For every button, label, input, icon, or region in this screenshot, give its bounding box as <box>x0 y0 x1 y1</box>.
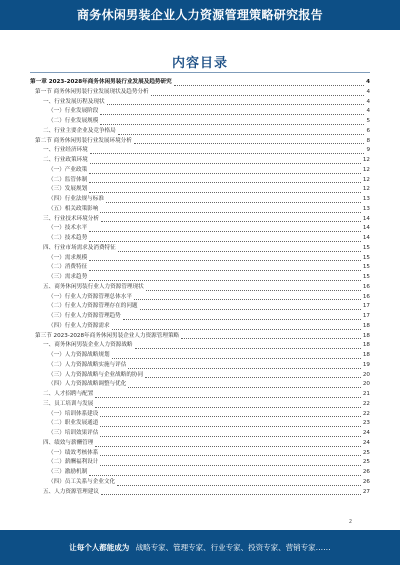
toc-entry-page: 25 <box>362 459 370 466</box>
toc-entry-text: （一）人力资源战略规划 <box>48 352 110 358</box>
toc-entry-page: 24 <box>362 439 370 446</box>
toc-entry-text: （二）监管体制 <box>48 176 88 183</box>
toc-entry-text: （一）产业政策 <box>48 166 88 173</box>
toc-entry-text: （一）需求规模 <box>48 254 88 261</box>
toc-entry[interactable] <box>30 78 370 88</box>
toc-leader-dots <box>100 465 361 466</box>
toc-entry[interactable] <box>30 224 370 234</box>
toc-entry-text: 第二节 商务休闲男装行业发展环境分析 <box>35 137 132 144</box>
toc-entry[interactable] <box>30 302 370 312</box>
toc-entry[interactable] <box>30 107 370 117</box>
toc-entry-page: 17 <box>362 303 370 310</box>
toc-entry-page: 21 <box>362 391 370 397</box>
toc-entry-page: 25 <box>362 449 370 456</box>
toc-entry-page: 15 <box>362 274 370 280</box>
toc-entry-text: （二）消费特征 <box>48 264 88 271</box>
toc-entry[interactable] <box>30 166 370 176</box>
toc-leader-dots <box>89 280 361 281</box>
toc-entry[interactable] <box>30 332 370 342</box>
toc-entry[interactable] <box>30 117 370 127</box>
toc-leader-dots <box>89 241 361 242</box>
toc-entry[interactable] <box>30 439 370 449</box>
toc-entry-text: 四、行业市场需求及消费特征 <box>43 244 116 251</box>
toc-entry[interactable] <box>30 380 370 390</box>
toc-entry[interactable] <box>30 263 370 273</box>
toc-entry[interactable] <box>30 429 370 439</box>
toc-entry[interactable] <box>30 419 370 429</box>
toc-leader-dots <box>89 182 361 183</box>
toc-leader-dots <box>89 192 361 193</box>
toc-entry[interactable] <box>30 312 370 322</box>
toc-entry-page: 5 <box>366 118 370 124</box>
toc-entry-page: 18 <box>362 322 370 329</box>
toc-entry-page: 4 <box>366 88 370 95</box>
toc-entry-page: 15 <box>362 264 370 271</box>
footer-tagline: 战略专家、管理专家、行业专家、投资专家、营销专家…… <box>135 543 331 552</box>
toc-leader-dots <box>128 387 361 388</box>
toc-entry[interactable] <box>30 273 370 283</box>
toc-entry-page: 8 <box>366 137 370 144</box>
toc-entry[interactable] <box>30 244 370 254</box>
toc-entry-page: 14 <box>362 235 370 241</box>
toc-entry-page: 15 <box>362 254 370 261</box>
report-title: 商务休闲男装企业人力资源管理策略研究报告 <box>76 8 323 22</box>
toc-entry-text: （一）培训体系建设 <box>48 410 99 417</box>
toc-entry-page: 26 <box>362 478 370 485</box>
toc-entry[interactable] <box>30 322 370 332</box>
toc-entry-text: 第一章 2023-2028年商务休闲男装行业发展及趋势研究 <box>30 79 172 85</box>
toc-leader-dots <box>89 475 361 476</box>
toc-entry-text: （二）技术趋势 <box>48 235 88 241</box>
toc-entry[interactable] <box>30 341 370 351</box>
toc-entry-text: 第一节 商务休闲男装行业发展现状及趋势分析 <box>35 88 149 95</box>
toc-entry-text: （一）行业发展阶段 <box>48 108 99 115</box>
toc-entry[interactable] <box>30 205 370 215</box>
toc-entry[interactable] <box>30 293 370 303</box>
footer-slogan <box>0 530 400 565</box>
toc-leader-dots <box>100 436 361 437</box>
toc-entry-page: 27 <box>362 488 370 495</box>
toc-entry-page: 9 <box>366 147 370 154</box>
toc-entry[interactable] <box>30 176 370 186</box>
toc-entry-text: 四、绩效与薪酬管理 <box>43 439 94 446</box>
footer-lead: 让每个人都能成为 <box>69 543 130 552</box>
toc-leader-dots <box>89 231 361 232</box>
toc-leader-dots <box>95 446 361 447</box>
toc-leader-dots <box>181 338 361 339</box>
toc-leader-dots <box>107 104 365 105</box>
toc-entry-text: （二）人力资源战略实施与评估 <box>48 361 127 368</box>
toc-entry-page: 23 <box>362 420 370 427</box>
toc-entry-text: （二）薪酬福利设计 <box>48 459 99 466</box>
toc-entry-text: （四）员工关系与企业文化 <box>48 478 116 485</box>
toc-entry[interactable] <box>30 400 370 410</box>
toc-entry-page: 12 <box>362 166 370 173</box>
toc-entry[interactable] <box>30 195 370 205</box>
toc-entry[interactable] <box>30 156 370 166</box>
table-of-contents <box>30 78 370 497</box>
toc-entry-page: 16 <box>362 283 370 290</box>
toc-entry[interactable] <box>30 98 370 108</box>
toc-entry-page: 4 <box>366 98 370 105</box>
toc-leader-dots <box>123 319 361 320</box>
toc-entry-text: （五）相关政策影响 <box>48 205 99 212</box>
toc-entry[interactable] <box>30 185 370 195</box>
toc-leader-dots <box>118 134 365 135</box>
toc-leader-dots <box>106 202 361 203</box>
toc-entry-text: （四）行业法规与标准 <box>48 196 104 202</box>
toc-entry[interactable] <box>30 371 370 381</box>
toc-entry[interactable] <box>30 390 370 400</box>
toc-entry-page: 22 <box>362 400 370 407</box>
toc-leader-dots <box>90 153 365 154</box>
toc-entry[interactable] <box>30 410 370 420</box>
toc-entry-page: 18 <box>362 332 370 339</box>
toc-entry-page: 16 <box>362 293 370 300</box>
toc-entry[interactable] <box>30 468 370 478</box>
toc-entry-text: 一、行业经济环境 <box>43 147 88 154</box>
toc-entry-text: 五、商务休闲男装行业人力资源管理现状 <box>43 283 144 290</box>
toc-leader-dots <box>140 309 361 310</box>
toc-leader-dots <box>95 407 361 408</box>
toc-leader-dots <box>100 455 361 456</box>
toc-entry-page: 15 <box>362 244 370 251</box>
toc-entry-text: （二）行业发展规模 <box>48 118 99 124</box>
toc-entry-text: 一、商务休闲男装企业人力资源战略 <box>43 342 133 349</box>
toc-divider <box>30 72 370 73</box>
toc-leader-dots <box>146 290 361 291</box>
toc-entry-text: （三）激励机制 <box>48 469 88 475</box>
toc-entry-page: 18 <box>362 342 370 349</box>
toc-entry-text: 二、行业政策环境 <box>43 157 88 163</box>
toc-entry-page: 14 <box>362 215 370 222</box>
toc-leader-dots <box>117 485 361 486</box>
toc-entry-page: 24 <box>362 430 370 436</box>
toc-entry-page: 13 <box>362 205 370 212</box>
toc-entry-page: 22 <box>362 410 370 417</box>
toc-entry-page: 4 <box>366 79 370 85</box>
toc-entry[interactable] <box>30 449 370 459</box>
toc-entry-text: （三）需求趋势 <box>48 274 88 280</box>
toc-entry-text: （三）培训效果评估 <box>48 430 99 436</box>
toc-entry-page: 12 <box>362 186 370 193</box>
toc-entry[interactable] <box>30 127 370 137</box>
toc-entry[interactable] <box>30 254 370 264</box>
toc-entry-text: 第三节 2023-2028年商务休闲男装企业人力资源管理策略 <box>35 332 180 339</box>
toc-entry-text: （二）职业发展通道 <box>48 420 99 427</box>
toc-entry-page: 12 <box>362 157 370 163</box>
toc-entry-page: 6 <box>366 127 370 134</box>
toc-leader-dots <box>89 173 361 174</box>
toc-entry-text: （二）行业人力资源管理存在的问题 <box>48 303 138 310</box>
toc-leader-dots <box>100 114 364 115</box>
toc-entry-text: 五、人力资源管理建议 <box>43 488 99 495</box>
toc-leader-dots <box>101 221 361 222</box>
toc-entry-text: （一）行业人力资源管理总体水平 <box>48 293 132 300</box>
toc-leader-dots <box>100 426 361 427</box>
toc-leader-dots <box>134 143 365 144</box>
toc-entry-page: 4 <box>366 108 370 115</box>
toc-entry-page: 26 <box>362 469 370 475</box>
toc-leader-dots <box>112 358 361 359</box>
toc-entry-page: 20 <box>362 371 370 378</box>
toc-entry[interactable] <box>30 88 370 98</box>
toc-leader-dots <box>100 124 364 125</box>
toc-entry-page: 12 <box>362 176 370 183</box>
toc-entry-page: 19 <box>362 361 370 368</box>
toc-entry-text: 三、员工培训与发展 <box>43 400 94 407</box>
toc-leader-dots <box>134 299 361 300</box>
toc-entry-page: 18 <box>362 352 370 358</box>
toc-entry-text: 二、人才招聘与配置 <box>43 391 94 397</box>
toc-entry-text: （四）人力资源战略调整与优化 <box>48 381 127 388</box>
toc-entry[interactable] <box>30 488 370 498</box>
toc-leader-dots <box>118 251 361 252</box>
toc-entry[interactable] <box>30 215 370 225</box>
toc-entry-text: （三）行业人力资源管理趋势 <box>48 313 121 319</box>
toc-entry-page: 14 <box>362 225 370 232</box>
toc-entry-page: 17 <box>362 313 370 319</box>
toc-entry-text: （一）绩效考核体系 <box>48 449 99 456</box>
toc-entry-text: （三）人力资源战略与企业战略的协同 <box>48 371 144 378</box>
toc-leader-dots <box>145 377 361 378</box>
toc-entry[interactable] <box>30 234 370 244</box>
toc-leader-dots <box>90 163 361 164</box>
toc-entry[interactable] <box>30 458 370 468</box>
toc-entry-text: 三、行业技术环境分析 <box>43 215 99 222</box>
toc-entry-text: 一、行业发展历程及现状 <box>43 98 105 105</box>
toc-leader-dots <box>100 212 361 213</box>
toc-entry-page: 13 <box>362 196 370 202</box>
toc-leader-dots <box>174 85 364 86</box>
toc-entry[interactable] <box>30 361 370 371</box>
toc-leader-dots <box>100 416 361 417</box>
toc-leader-dots <box>89 260 361 261</box>
toc-leader-dots <box>135 348 361 349</box>
toc-entry-page: 20 <box>362 381 370 388</box>
toc-entry-text: 二、行业主要企业及竞争格局 <box>43 127 116 134</box>
toc-leader-dots <box>101 494 361 495</box>
toc-leader-dots <box>112 329 361 330</box>
toc-entry[interactable] <box>30 137 370 147</box>
toc-leader-dots <box>128 368 361 369</box>
toc-entry[interactable] <box>30 283 370 293</box>
toc-entry-text: （四）行业人力资源需求 <box>48 322 110 329</box>
toc-leader-dots <box>89 270 361 271</box>
toc-heading: 内容目录 <box>171 56 228 71</box>
toc-entry[interactable] <box>30 478 370 488</box>
toc-entry-text: （三）发展规划 <box>48 186 88 193</box>
toc-entry[interactable] <box>30 146 370 156</box>
toc-leader-dots <box>95 397 361 398</box>
toc-leader-dots <box>151 95 365 96</box>
page-number: 2 <box>348 519 352 525</box>
toc-entry-text: （一）技术水平 <box>48 225 88 232</box>
toc-entry[interactable] <box>30 351 370 361</box>
